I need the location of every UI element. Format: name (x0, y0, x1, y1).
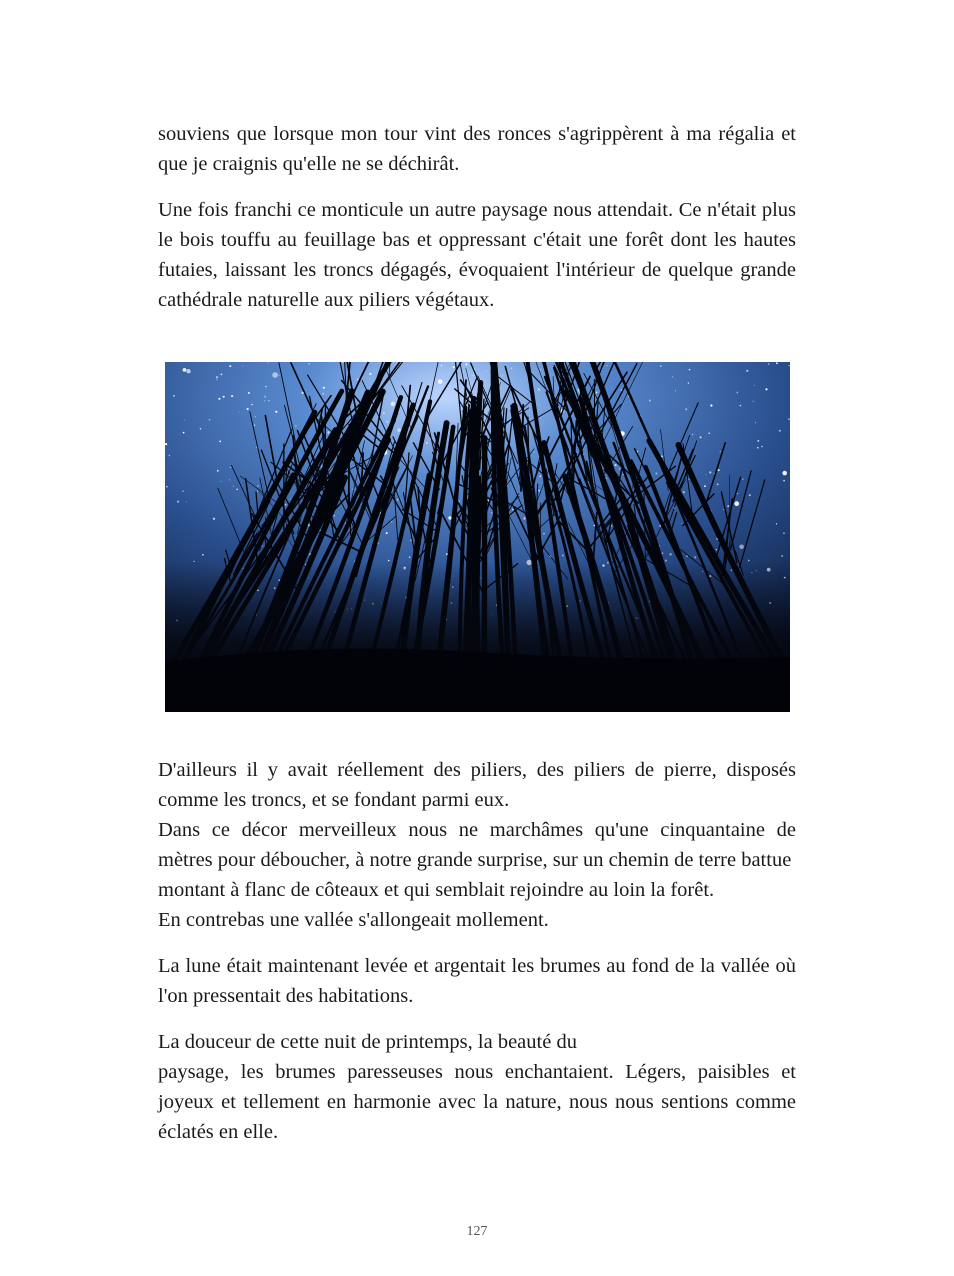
paragraph-9: paysage, les brumes paresseuses nous enchantaient. Légers, paisibles et joyeux et tellement en harmonie avec la nature, nous nous sentions comme éclatés en elle. (158, 1061, 796, 1143)
paragraph-5: montant à flanc de côteaux et qui semblait rejoindre au loin la forêt. (158, 879, 715, 901)
paragraph-1: souviens que lorsque mon tour vint des ronces s'agrippèrent à ma régalia et que je craignis qu'elle ne se déchirât. (158, 123, 796, 175)
paragraph-2: Une fois franchi ce monticule un autre paysage nous attendait. Ce n'était plus le bois touffu au feuillage bas et oppressant c'était une forêt dont les hautes futaies, laissant les troncs dégagés, évoquaient l'intérieur de quelque grande cathédrale naturelle aux piliers végétaux. (158, 199, 796, 311)
paragraph-6: En contrebas une vallée s'allongeait mollement. (158, 909, 549, 931)
paragraph-7: La lune était maintenant levée et argentait les brumes au fond de la vallée où l'on pressentait des habitations. (158, 955, 796, 1007)
starry-forest-image (165, 362, 790, 712)
paragraph-3: D'ailleurs il y avait réellement des piliers, des piliers de pierre, disposés comme les troncs, et se fondant parmi eux. (158, 759, 796, 811)
text-block-top (158, 119, 796, 315)
paragraph-4: Dans ce décor merveilleux nous ne marchâmes qu'une cinquantaine de mètres pour déboucher, à notre grande surprise, sur un chemin de terre battue (158, 819, 796, 871)
text-block-bottom (158, 755, 796, 1147)
page-number: 127 (466, 1224, 488, 1239)
paragraph-8: La douceur de cette nuit de printemps, la beauté du (158, 1031, 577, 1053)
